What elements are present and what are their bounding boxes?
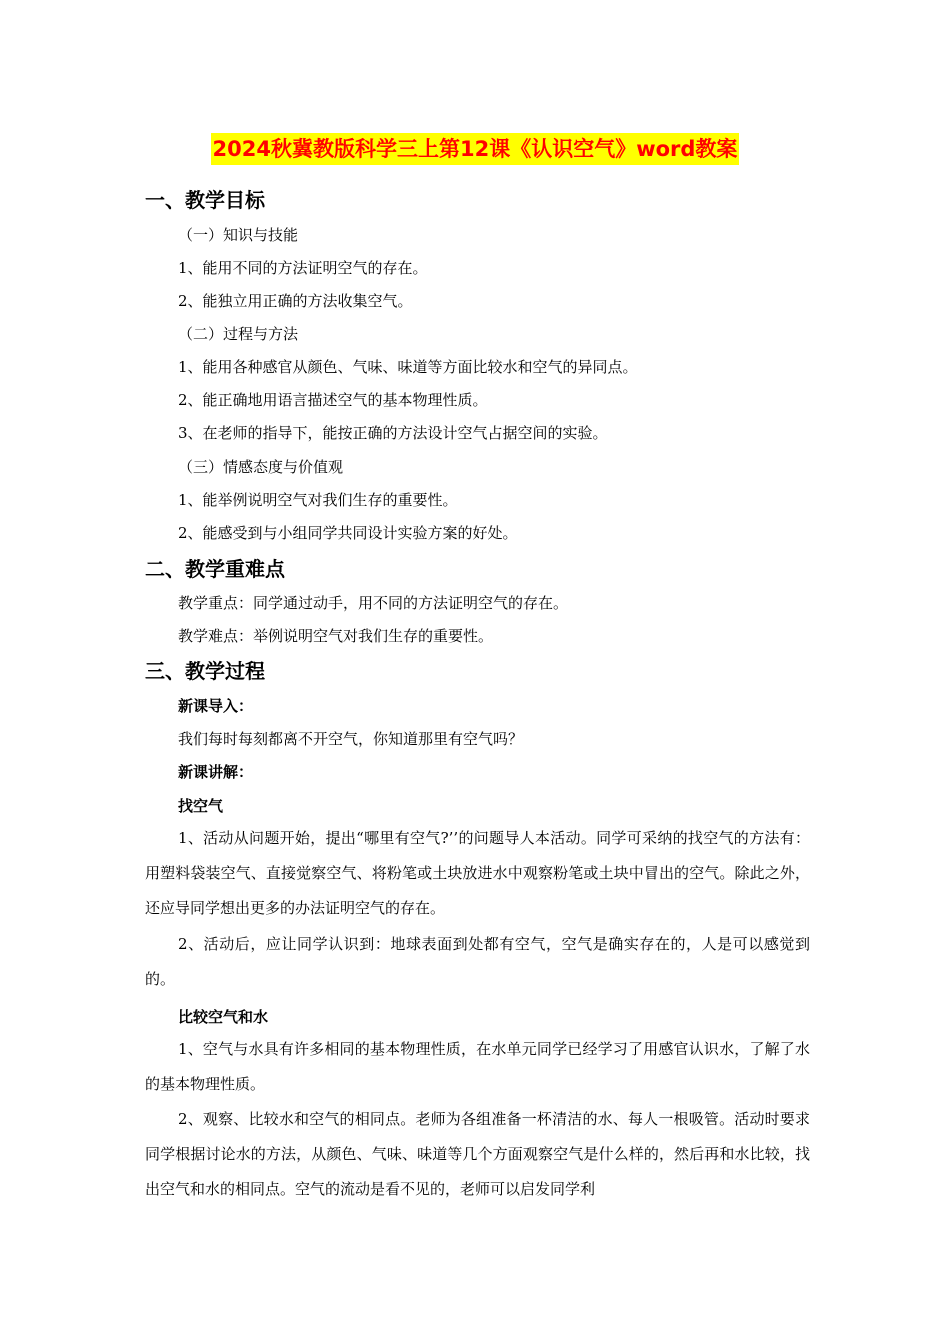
intro-text: 我们每时每刻都离不开空气，你知道那里有空气吗？ xyxy=(178,730,524,748)
title-container xyxy=(0,133,950,165)
section-heading-process: 三、教学过程 xyxy=(145,659,265,683)
objective-item: 2、能感受到与小组同学共同设计实验方案的好处。 xyxy=(178,524,518,542)
compare-paragraph-1: 1、空气与水具有许多相同的基本物理性质，在水单元同学已经学习了用感官认识水，了解了水的基本物理性质。 xyxy=(145,1040,810,1093)
compare-paragraph-2: 2、观察、比较水和空气的相同点。老师为各组准备一杯清洁的水、每人一根吸管。活动时要求同学根据讨论水的方法，从颜色、气味、味道等几个方面观察空气是什么样的，然后再和水比较，找出空气和水的相同点。空气的流动是看不见的，老师可以启发同学利 xyxy=(145,1110,810,1198)
section-heading-key-points: 二、教学重难点 xyxy=(145,557,285,581)
subheading-knowledge: （一）知识与技能 xyxy=(178,226,299,244)
find-air-paragraph-2: 2、活动后，应让同学认识到：地球表面到处都有空气，空气是确实存在的，人是可以感觉到的。 xyxy=(145,935,810,988)
lecture-label: 新课讲解： xyxy=(178,763,254,781)
find-air-paragraph-1: 1、活动从问题开始，提出“哪里有空气?’’的问题导人本活动。同学可采纳的找空气的方法有：用塑料袋装空气、直接觉察空气、将粉笔或土块放进水中观察粉笔或土块中冒出的空气。除此之外，还应导同学想出更多的办法证明空气的存在。 xyxy=(145,829,810,917)
objective-item: 1、能用各种感官从颜色、气味、味道等方面比较水和空气的异同点。 xyxy=(178,358,638,376)
compare-label: 比较空气和水 xyxy=(178,1008,269,1026)
objective-item: 2、能正确地用语言描述空气的基本物理性质。 xyxy=(178,391,488,409)
objective-item: 1、能用不同的方法证明空气的存在。 xyxy=(178,259,428,277)
subheading-attitude: （三）情感态度与价值观 xyxy=(178,458,344,476)
subheading-process: （二）过程与方法 xyxy=(178,325,299,343)
key-point-text: 教学重点：同学通过动手，用不同的方法证明空气的存在。 xyxy=(178,594,569,612)
objective-item: 1、能举例说明空气对我们生存的重要性。 xyxy=(178,491,458,509)
find-air-label: 找空气 xyxy=(178,797,224,815)
section-heading-objectives: 一、教学目标 xyxy=(145,188,265,212)
intro-label: 新课导入： xyxy=(178,697,254,715)
objective-item: 3、在老师的指导下，能按正确的方法设计空气占据空间的实验。 xyxy=(178,424,608,442)
document-title: 2024秋冀教版科学三上第12课《认识空气》word教案 xyxy=(211,133,740,165)
difficult-point-text: 教学难点：举例说明空气对我们生存的重要性。 xyxy=(178,627,494,645)
objective-item: 2、能独立用正确的方法收集空气。 xyxy=(178,292,413,310)
